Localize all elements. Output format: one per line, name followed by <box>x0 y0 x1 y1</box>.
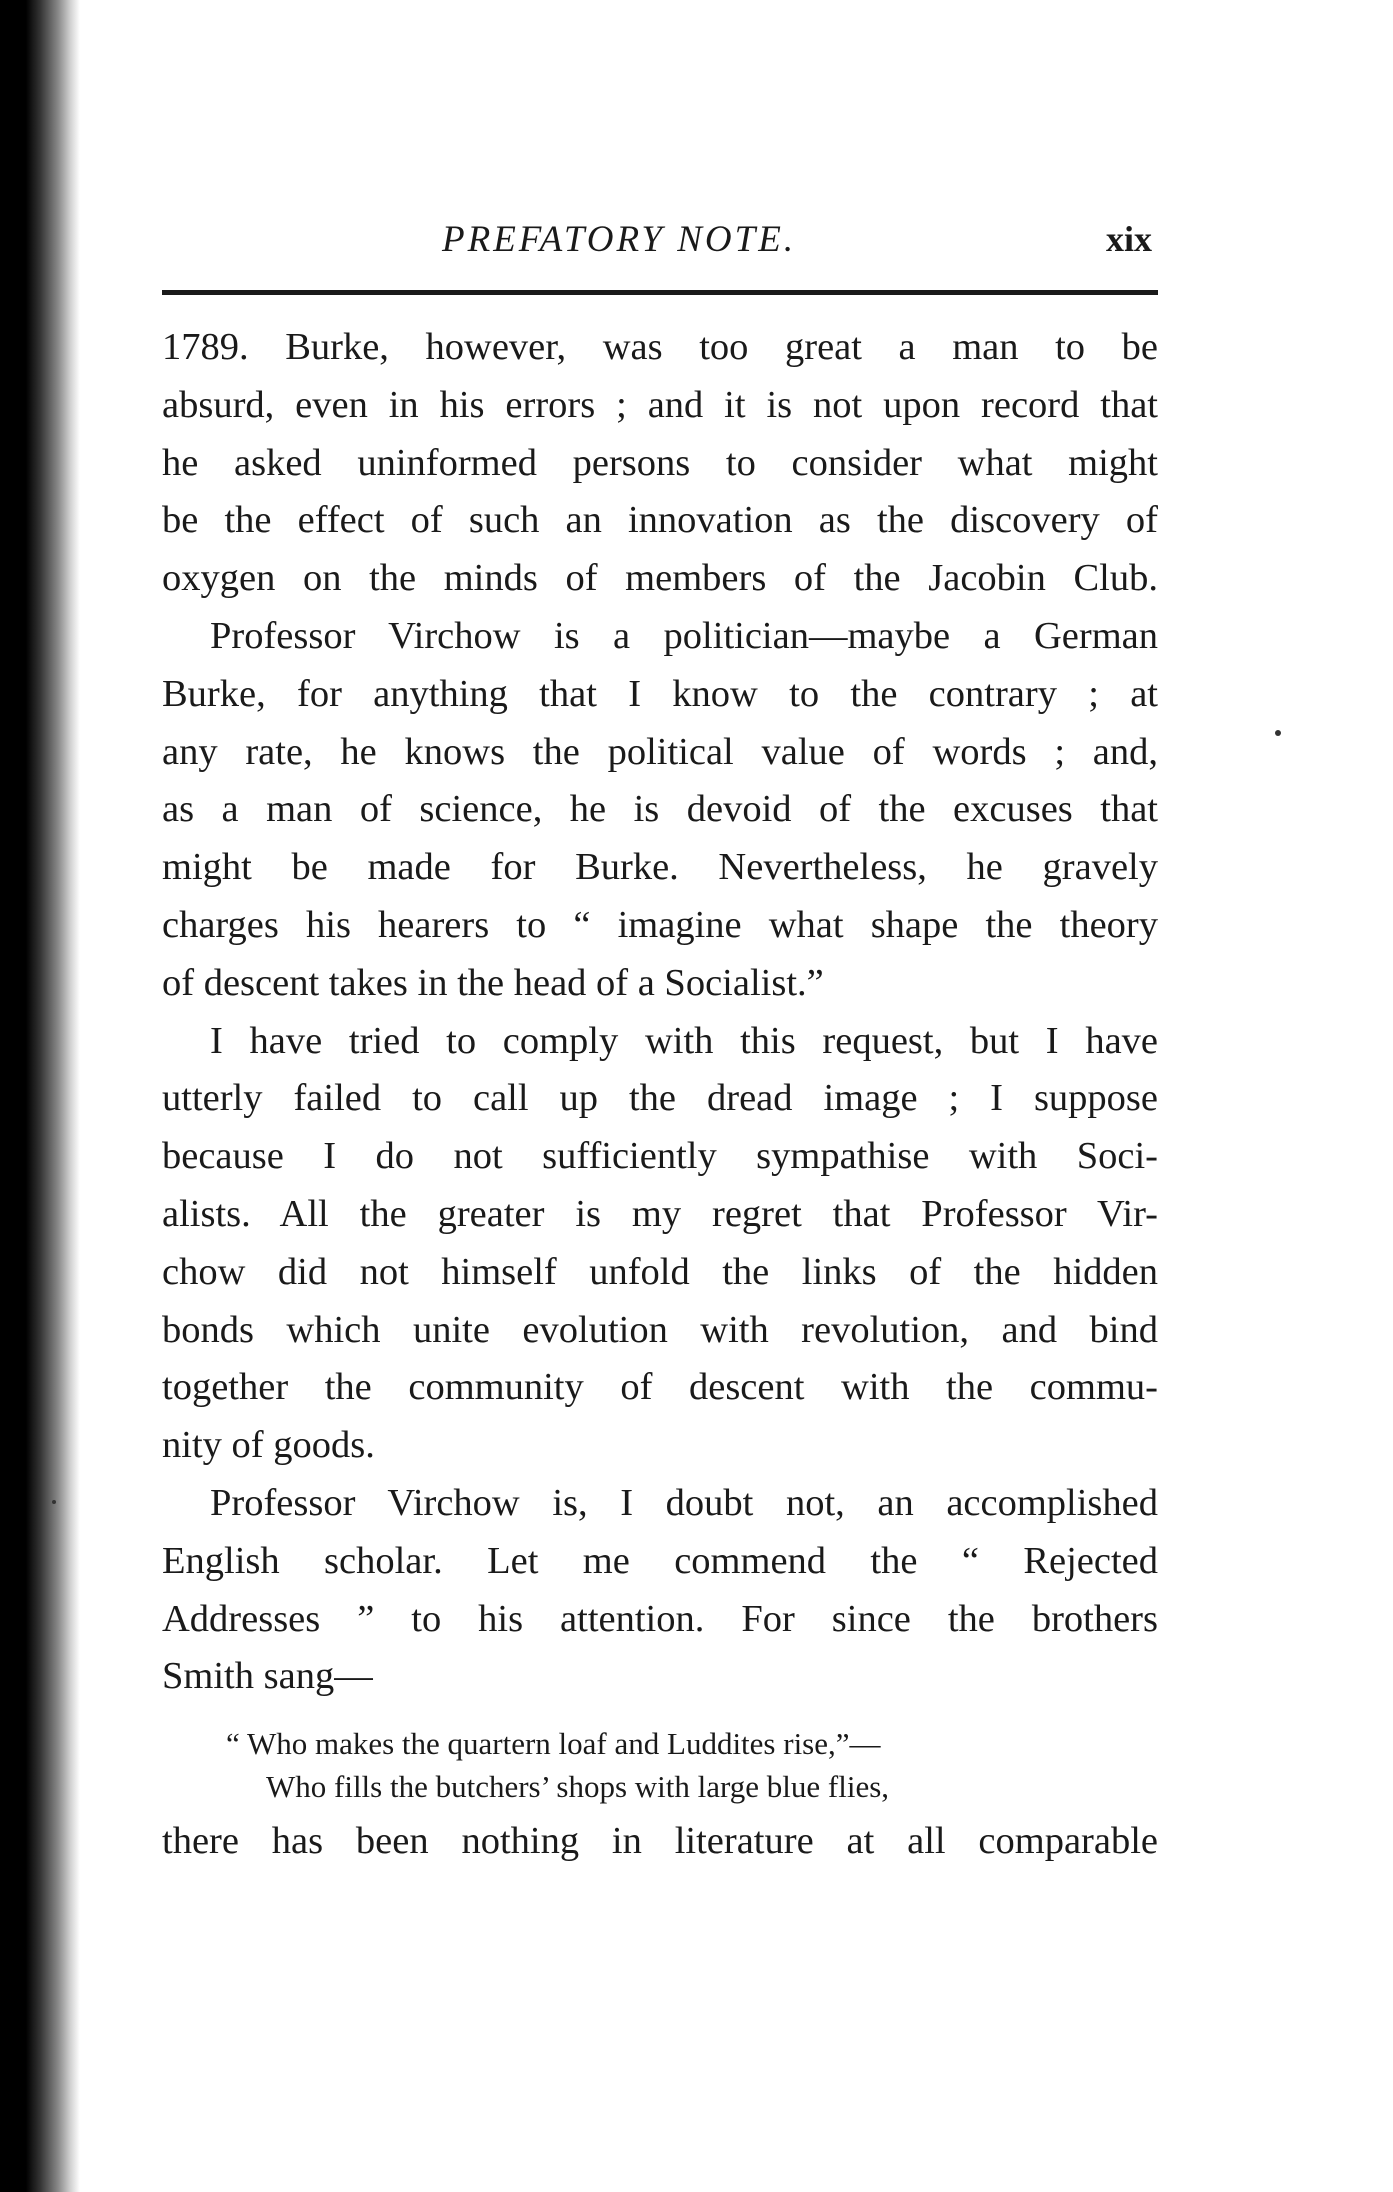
text-line: any rate, he knows the political value of words ; and, <box>162 730 1158 773</box>
text-line: of descent takes in the head of a Socialist.” <box>162 961 824 1004</box>
text-line: nity of goods. <box>162 1424 375 1467</box>
text-line: oxygen on the minds of members of the Jacobin Club. <box>162 557 1158 600</box>
text-line: Addresses ” to his attention. For since the brothers <box>162 1597 1158 1640</box>
paper-speck <box>1275 730 1281 736</box>
text-line: charges his hearers to “ imagine what shape the theory <box>162 903 1158 946</box>
text-line: as a man of science, he is devoid of the excuses that <box>162 788 1158 831</box>
text-line: Professor Virchow is, I doubt not, an accomplished <box>210 1481 1158 1524</box>
text-line: utterly failed to call up the dread image ; I suppose <box>162 1077 1158 1120</box>
text-line: English scholar. Let me commend the “ Rejected <box>162 1539 1158 1582</box>
paragraph <box>162 319 1158 608</box>
text-line: because I do not sufficiently sympathise with Soci- <box>162 1135 1158 1178</box>
text-line: 1789. Burke, however, was too great a man to be <box>162 326 1158 368</box>
text-line: alists. All the greater is my regret that Professor Vir- <box>162 1192 1158 1235</box>
paragraph <box>162 1013 1158 1475</box>
page-number: xix <box>1105 219 1152 259</box>
text-line: Burke, for anything that I know to the contrary ; at <box>162 672 1158 715</box>
text-line: Professor Virchow is a politician—maybe a German <box>210 614 1158 657</box>
closing-line: there has been nothing in literature at all comparable <box>162 1820 1158 1862</box>
text-line: be the effect of such an innovation as the discovery of <box>162 499 1158 542</box>
text-line: together the community of descent with the commu- <box>162 1366 1158 1409</box>
text-line: absurd, even in his errors ; and it is not upon record that <box>162 383 1158 426</box>
text-line: bonds which unite evolution with revolution, and bind <box>162 1308 1158 1351</box>
quote-line: Who fills the butchers’ shops with large blue flies, <box>266 1769 890 1804</box>
running-title: PREFATORY NOTE. <box>442 219 797 260</box>
text-line: he asked uninformed persons to consider what might <box>162 441 1158 484</box>
body-text <box>162 319 1158 1706</box>
header-rule <box>162 290 1158 295</box>
paragraph <box>162 1475 1158 1706</box>
binding-shadow <box>0 0 80 2192</box>
paper-speck <box>52 1500 56 1504</box>
page-header <box>162 218 1158 268</box>
verse-quote <box>226 1722 1126 1808</box>
text-line: might be made for Burke. Nevertheless, he gravely <box>162 846 1158 889</box>
text-line: Smith sang— <box>162 1655 373 1698</box>
quote-line: “ Who makes the quartern loaf and Luddites rise,”— <box>226 1726 881 1761</box>
paragraph <box>162 608 1158 1013</box>
text-line: chow did not himself unfold the links of the hidden <box>162 1250 1158 1293</box>
text-line: I have tried to comply with this request, but I have <box>210 1019 1158 1062</box>
